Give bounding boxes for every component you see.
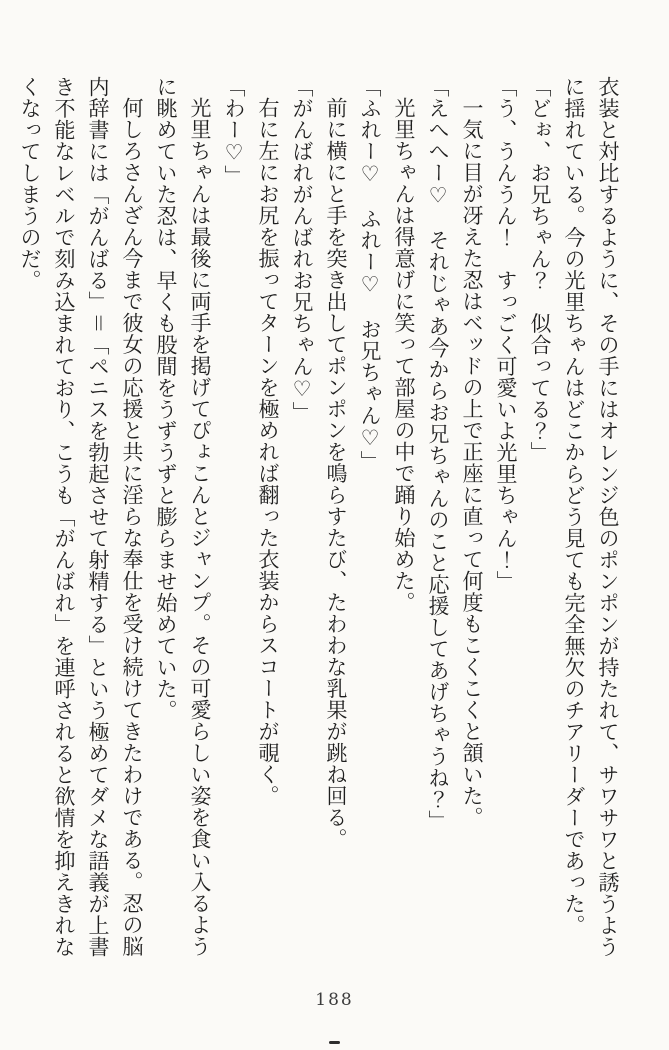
paragraph: 右に左にお尻を振ってターンを極めれば翻った衣装からスコートが覗く。: [256, 97, 280, 807]
paragraph: 「う、うんうん！ すっごく可愛いよ光里ちゃん！」: [494, 76, 518, 592]
paragraph: 「どぉ、お兄ちゃん？ 似合ってる？」: [528, 76, 552, 463]
paragraph: 光里ちゃんは得意げに笑って部屋の中で踊り始めた。: [392, 97, 416, 613]
paragraph: 「がんばれがんばれお兄ちゃん♡」: [290, 76, 314, 423]
folio-dash-mark: [329, 1041, 340, 1044]
page-number: 188: [315, 990, 354, 1010]
paragraph: 「えへへー♡ それじゃあ今からお兄ちゃんのこと応援してあげちゃうね？」: [426, 76, 450, 832]
paragraph: 何しろさんざん今まで彼女の応援と共に淫らな奉仕を受け続けてきたわけである。忍の脳内辞書には「がんばる」＝「ペニスを勃起させて射精する」という極めてダメな語義が上書き不能なレベルで刻み込まれており、こうも「がんばれ」を連呼されると欲情を抑えきれなくなってしまうのだ。: [18, 76, 144, 958]
paragraph: 衣装と対比するように、その手にはオレンジ色のポンポンが持たれて、サワサワと誘うように揺れている。今の光里ちゃんはどこからどう見ても完全無欠のチアリーダーであった。: [562, 76, 620, 958]
paragraph: 前に横にと手を突き出してポンポンを鳴らすたび、たわわな乳果が跳ね回る。: [324, 97, 348, 850]
paragraph: 一気に目が冴えた忍はベッドの上で正座に直って何度もこくこくと頷いた。: [460, 97, 484, 828]
paragraph: 光里ちゃんは最後に両手を掲げてぴょこんとジャンプ。その可愛らしい姿を食い入るように眺めていた忍は、早くも股間をうずうずと膨らませ始めていた。: [154, 76, 212, 957]
paragraph: 「わー♡」: [222, 76, 246, 187]
paragraph: 「ふれー♡ ふれー♡ お兄ちゃん♡」: [358, 76, 382, 472]
novel-text-block: [13, 76, 625, 968]
